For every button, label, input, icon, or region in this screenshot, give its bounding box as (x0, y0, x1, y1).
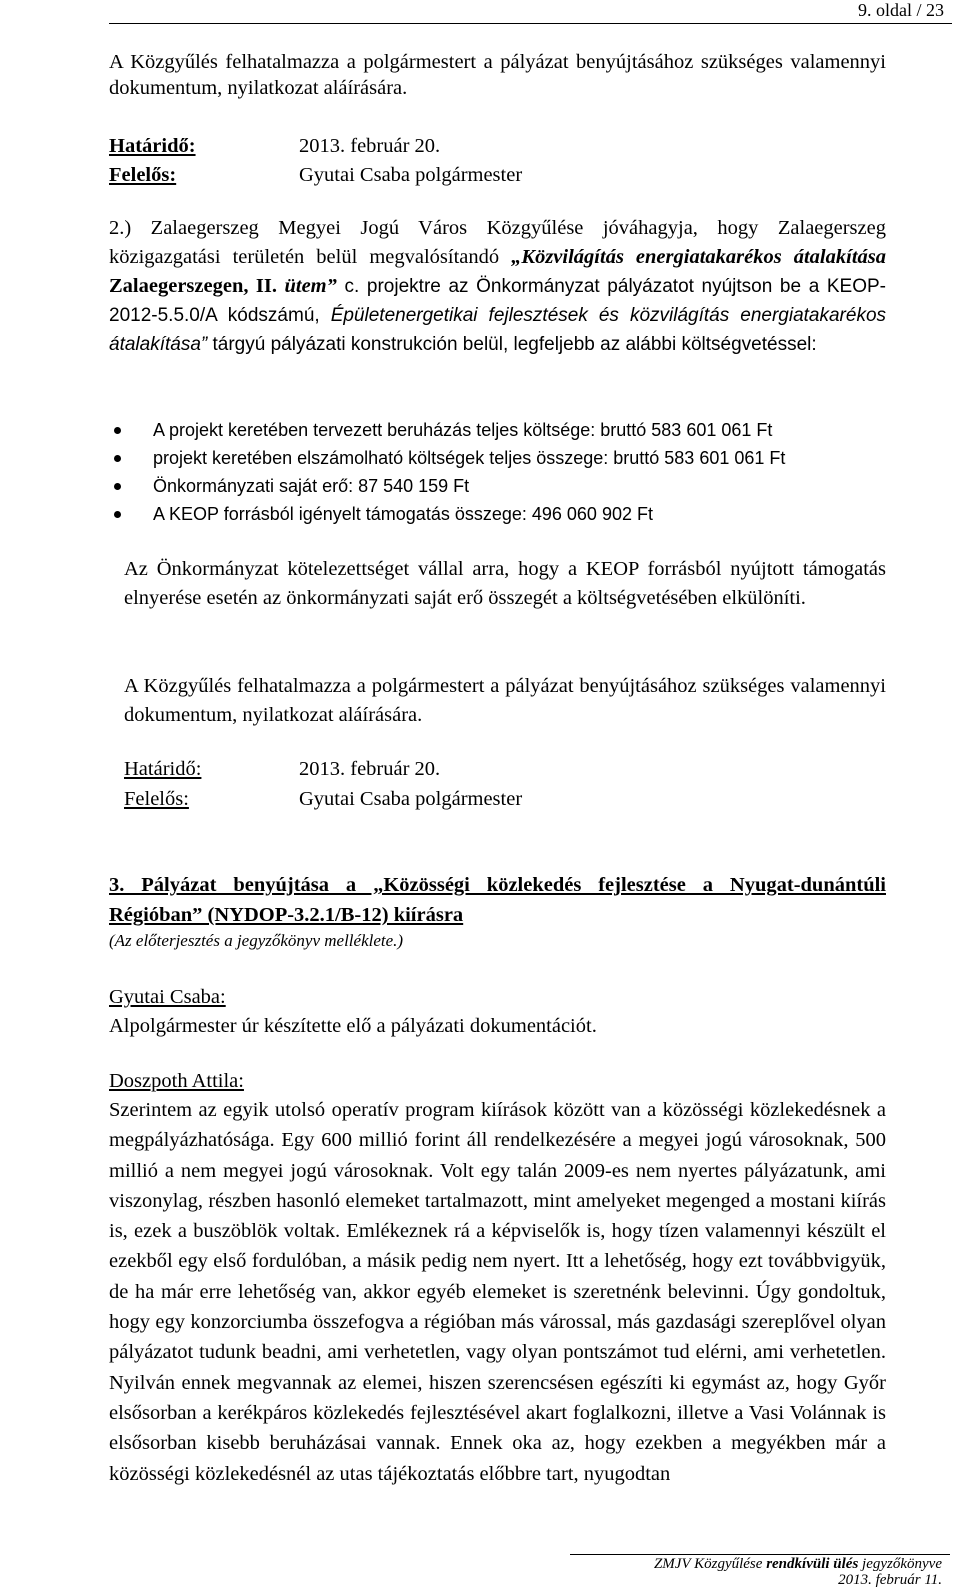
speaker-2-text: Szerintem az egyik utolsó operatív program kiírások között van a közösségi közlekedésnek a megpályázhatósága. Egy 600 millió forint áll rendelkezésére a megyei jogú városoknak, 500 millió a nem megyei jogú városoknak. Volt egy talán 2009-es nem nyertes pályázatunk, ami viszonylag, részben hasonló elemeket tartalmazott, mint amelyeket megenged a mostani kiírás is, ezek a buszöblök voltak. Emlékeznek rá a képviselők is, hogy tízen valamennyi készült el ezekből egy első fordulóban, a másik pedig nem nyert. Itt a lehetőség, hogy ezt továbbvigyük, de ha már erre lehetőség van, akkor egyéb elemeket is szeretnénk belevinni. Úgy gondoltuk, hogy egy konzorciumba összefogva a régióban más várossal, más gazdasági szereplővel olyan pályázatot tudunk beadni, ami verhetetlen, vagy olyan pontszámot tud elérni, ami verhetetlen. Nyilván ennek megvannak az elemei, hiszen szerencsésen egészíti ki egymást az, hogy Győr elsősorban a kerékpáros közlekedés fejlesztésével akart foglalkozni, illetve a Vasi Volánnak is elsősorban kisebb beruházásai vannak. Ennek oka az, hogy ezekben a megyékben már a közösségi közlekedésnél az utas tájékoztatás előbbre tart, nyugodtan (109, 1099, 886, 1485)
responsible-row-2 (124, 785, 886, 814)
resolution-2-paragraph (109, 214, 886, 359)
budget-item: projekt keretében elszámolható költségek teljes összege: bruttó 583 601 061 Ft (109, 444, 886, 472)
project-title-part2: Zalaegerszegen, II. (109, 275, 285, 297)
bullet-icon (114, 427, 121, 434)
bullet-icon (114, 511, 121, 518)
responsible-label: Felelős: (124, 788, 189, 810)
responsible-row-1 (109, 162, 886, 188)
speaker-1-name: Gyutai Csaba: (109, 986, 226, 1008)
footer-title: ZMJV Közgyűlése rendkívüli ülés jegyzőkönyve (653, 1556, 942, 1572)
header-rule (109, 23, 952, 24)
deadline-label: Határidő: (109, 135, 196, 157)
resolution-2-end: tárgyú pályázati konstrukción belül, legfeljebb az alábbi költségvetéssel: (207, 334, 817, 355)
speaker-1-text: Alpolgármester úr készítette elő a pályázati dokumentációt. (109, 1015, 597, 1037)
item-3-note: (Az előterjesztés a jegyzőkönyv melléklete.) (109, 931, 404, 950)
bullet-icon (114, 483, 121, 490)
budget-list (109, 416, 886, 528)
speaker-2-name: Doszpoth Attila: (109, 1070, 244, 1092)
deadline-label: Határidő: (124, 758, 202, 780)
item-3-heading: 3. Pályázat benyújtása a „Közösségi közlekedés fejlesztése a Nyugat-dunántúli Régióban” (NYDOP-3.2.1/B-12) kiírásra (109, 874, 886, 926)
project-title-part1: „Közvilágítás energiatakarékos átalakítása (511, 246, 886, 268)
page-footer (570, 1554, 950, 1588)
footer-rule (570, 1554, 950, 1555)
deadline-row-1 (109, 133, 886, 159)
authorization-paragraph-2: A Közgyűlés felhatalmazza a polgármestert a pályázat benyújtásához szükséges valamennyi dokumentum, nyilatkozat aláírására. (124, 675, 886, 726)
resolution-2-middle: c. projektre az Önkormányzat pályázatot nyújtson be a KEOP-2012-5.5.0/A kódszámú, (109, 276, 887, 326)
commitment-paragraph: Az Önkormányzat kötelezettséget vállal arra, hogy a KEOP forrásból nyújtott támogatás elnyerése esetén az önkormányzati saját erő összegét a költségvetésében elkülöníti. (124, 558, 886, 609)
bullet-icon (114, 455, 121, 462)
responsible-value: Gyutai Csaba polgármester (299, 788, 523, 810)
responsible-label: Felelős: (109, 164, 177, 186)
footer-date: 2013. február 11. (838, 1572, 942, 1588)
authorization-paragraph-1: A Közgyűlés felhatalmazza a polgármestert a pályázat benyújtásához szükséges valamennyi dokumentum, nyilatkozat aláírására. (109, 51, 886, 99)
deadline-value: 2013. február 20. (299, 758, 441, 780)
project-title-part3: ütem” (284, 275, 337, 297)
page-number: 9. oldal / 23 (858, 0, 944, 20)
budget-item: A KEOP forrásból igényelt támogatás összege: 496 060 902 Ft (109, 500, 886, 528)
deadline-value: 2013. február 20. (299, 135, 441, 157)
budget-item: Önkormányzati saját erő: 87 540 159 Ft (109, 472, 886, 500)
resolution-2-intro: 2.) Zalaegerszeg Megyei Jogú Város Közgyűlése jóváhagyja, hogy Zalaegerszeg közigazgatási területén belül megvalósítandó (109, 217, 886, 268)
program-title: Épületenergetikai fejlesztések és közvilágítás energiatakarékos átalakítása” (109, 305, 887, 355)
deadline-row-2 (124, 755, 886, 784)
budget-item: A projekt keretében tervezett beruházás teljes költsége: bruttó 583 601 061 Ft (109, 416, 886, 444)
responsible-value: Gyutai Csaba polgármester (299, 164, 523, 186)
page-header (0, 0, 960, 24)
